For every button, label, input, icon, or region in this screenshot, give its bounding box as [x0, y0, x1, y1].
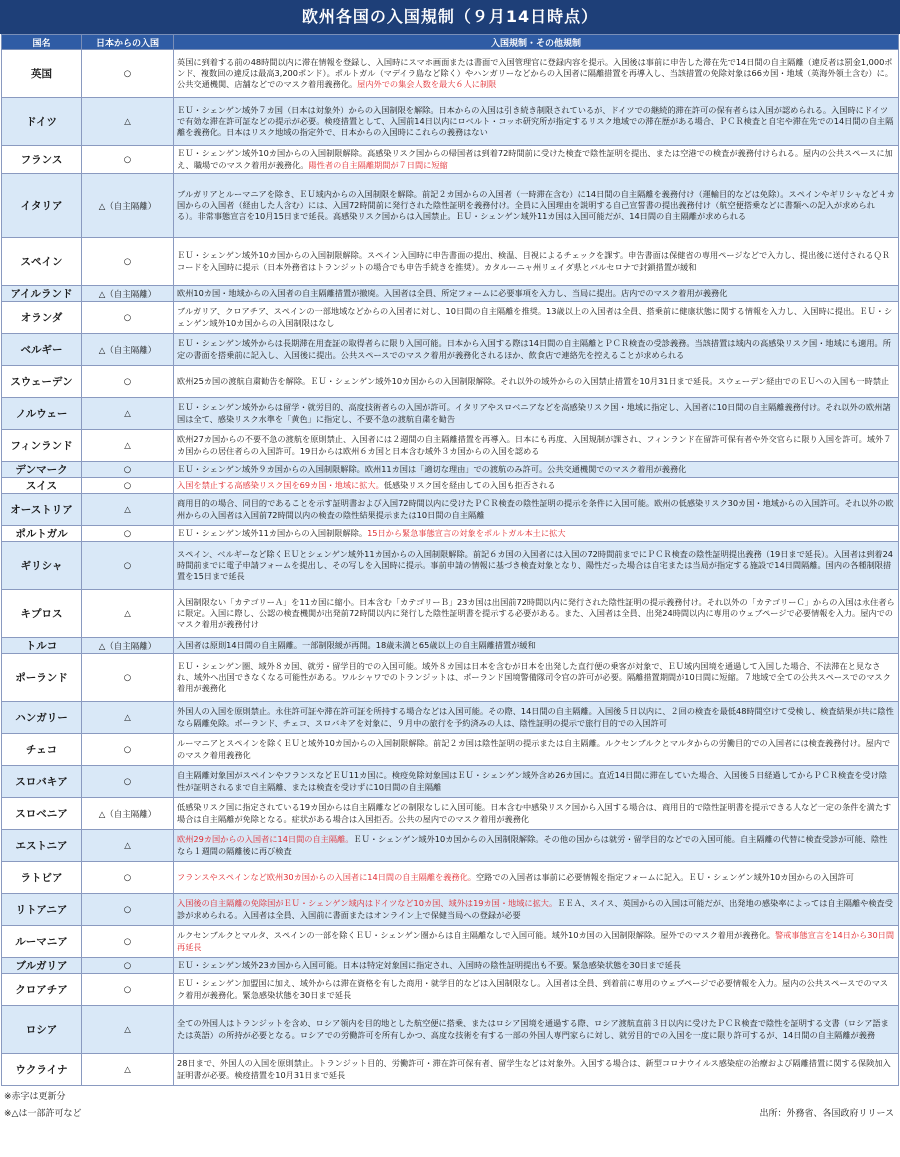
- table-row: [2, 590, 899, 638]
- rule-text-tail: ＥＵ・シェンゲン域外10カ国からの入国制限解除。その他の国からは就労・留学目的などでの入国可能。自主隔離の代替に検査受診が可能、陰性なら１週間の隔離後に再び検査: [177, 834, 888, 856]
- rule-text-main: 欧州27カ国からの不要不急の渡航を原則禁止、入国者には２週間の自主隔離措置を再導入。日本にも再度、入国規制が課され、フィンランド在留許可保有者や外交官らに限り入国を許可。域外７カ国からの居住者らの入国許可。19日からは欧州６カ国と日本含む域外３カ国からの入国を認める: [177, 434, 892, 456]
- table-row: [2, 146, 899, 174]
- entry-status: △: [82, 1054, 174, 1086]
- country-name: スロバキア: [2, 766, 82, 798]
- country-name: ルーマニア: [2, 926, 82, 958]
- rule-text: [174, 302, 899, 334]
- country-name: スウェーデン: [2, 366, 82, 398]
- country-name: ギリシャ: [2, 542, 82, 590]
- rule-text: [174, 398, 899, 430]
- table-row: [2, 366, 899, 398]
- entry-status: ○: [82, 654, 174, 702]
- table-row: [2, 926, 899, 958]
- table-row: [2, 830, 899, 862]
- country-name: ブルガリア: [2, 958, 82, 974]
- entry-status: ○: [82, 50, 174, 98]
- rule-text-main: 英国に到着する前の48時間以内に滞在情報を登録し、入国時にスマホ画面または書面で入国管理官に登録内容を提示。入国後は事前に申告した滞在先で14日間の自主隔離（違反者は罰金1,000ポンド、複数回の違反は最高3,200ポンド）。ポルトガル（マデイラ島など除く）やハンガリーなどからの入国者に隔離措置を再導入し、当該措置の免除対象は66カ国・地域（英海外領土含む）に。公共交通機関、店舗などでのマスク着用義務化。: [177, 56, 893, 90]
- header-entry-from-japan: 日本からの入国: [82, 35, 174, 50]
- rule-text: [174, 526, 899, 542]
- country-name: ベルギー: [2, 334, 82, 366]
- rule-text-main: 全ての外国人はトランジットを含め、ロシア領内を目的地とした航空便に搭乗、またはロシア国境を通過する際、ロシア渡航直前３日以内に受けたＰＣＲ検査で陰性を証明する文書（ロシア語または英語）の所持が必要となる。ロシアでの労働許可を所有しかつ、高度な技術を有する一部の外国人専門家らに対し、就労目的での入国を一度に限り許可するが、14日間の自主隔離が義務: [177, 1018, 889, 1040]
- entry-status: ○: [82, 958, 174, 974]
- table-row: [2, 1054, 899, 1086]
- rule-text: [174, 494, 899, 526]
- entry-status: ○: [82, 734, 174, 766]
- entry-status: ○: [82, 526, 174, 542]
- rule-text-tail: 空路での入国者は事前に必要情報を指定フォームに記入。ＥＵ・シェンゲン域外10カ国からの入国許可: [475, 871, 854, 882]
- country-name: リトアニア: [2, 894, 82, 926]
- country-name: デンマーク: [2, 462, 82, 478]
- rule-text-updated: 警戒事態宣言を14日から30日間再延長: [177, 930, 895, 952]
- entry-status: ○: [82, 146, 174, 174]
- source-note: 出所：外務省、各国政府リリース: [759, 1109, 894, 1119]
- rule-text-main: 自主隔離対象国がスペインやフランスなどＥＵ11カ国に。検疫免除対象国はＥＵ・シェンゲン域外含め26カ国に。直近14日間に滞在していた場合、入国後５日経過してからＰＣＲ検査を受け陰性が証明されるまで自主隔離、または検査を受けずに10日間の自主隔離: [177, 770, 888, 792]
- table-row: [2, 302, 899, 334]
- rule-text-main: ＥＵ・シェンゲン加盟国に加え、域外からは滞在資格を有した商用・就学目的などは入国制限なし。入国者は全員、到着前に専用のウェブページで必要情報を入力。屋内の公共スペースでのマスク着用が義務化。緊急感染状態を30日まで延長: [177, 978, 889, 1000]
- rule-text-main: ＥＵ・シェンゲン域外からは留学・就労目的、高度技術者らの入国が許可。イタリアやスロベニアなどを高感染リスク国・地域に指定し、入国者に10日間の自主隔離義務付け。それ以外の欧州諸国は全て、感染リスク水準を「黄色」に指定し、不要不急の渡航自粛を勧告: [177, 402, 891, 424]
- entry-status: ○: [82, 366, 174, 398]
- entry-status: ○: [82, 302, 174, 334]
- table-row: [2, 734, 899, 766]
- rule-text-updated: 入国を禁止する高感染リスク国を69カ国・地域に拡大。: [177, 479, 384, 490]
- rule-text: [174, 430, 899, 462]
- table-row: [2, 462, 899, 478]
- rule-text-main: ルクセンブルクとマルタ、スペインの一部を除くＥＵ・シェンゲン圏からは自主隔離なしで入国可能。域外10カ国の入国制限解除。屋外でのマスク着用が義務化。: [177, 930, 775, 941]
- entry-status: △（自主隔離）: [82, 798, 174, 830]
- entry-status: △: [82, 494, 174, 526]
- table-row: [2, 894, 899, 926]
- rule-text: [174, 830, 899, 862]
- header-rules: 入国規制・その他規制: [174, 35, 899, 50]
- rule-text-main: 外国人の入国を原則禁止。永住許可証や滞在許可証を所持する場合などは入国可能。その際、14日間の自主隔離。入国後５日以内に、２回の検査を最低48時間空けて受検し、検査結果が共に陰性なら隔離免除。ポーランド、チェコ、スロバキアを対象に、９月中の旅行を予約済みの人は、陰性証明の提示で旅行目的での入国許可: [177, 706, 894, 728]
- country-name: ラトビア: [2, 862, 82, 894]
- rule-text: [174, 926, 899, 958]
- rule-text-main: 欧州10カ国・地域からの入国者の自主隔離措置が撤廃。入国者は全員、所定フォームに必要事項を入力し、当局に提出。店内でのマスク着用が義務化: [177, 287, 728, 298]
- rule-text-main: 商用目的の場合、同目的であることを示す証明書および入国72時間以内に受けたＰＣＲ検査の陰性証明の提示を条件に入国可能。欧州の低感染リスク30カ国・地域からの入国許可。それ以外の欧州からの入国者は入国前72時間以内の検査の陰性結果提示または10日間の自主隔離: [177, 498, 894, 520]
- rule-text: [174, 98, 899, 146]
- rule-text: [174, 974, 899, 1006]
- entry-status: △: [82, 430, 174, 462]
- country-name: キプロス: [2, 590, 82, 638]
- table-row: [2, 638, 899, 654]
- rule-text-main: スペイン、ベルギーなど除くＥＵとシェンゲン域外11カ国からの入国制限解除。前記６カ国の入国者には入国の72時間前までにＰＣＲ検査の陰性証明提出義務（19日まで延長）。入国者は到着24時間前までに電子申請フォームを提出し、その写しを入国時に提示。事前申請の情報に基づき検査対象となり、陽性だった場合は自宅または当局が指定する施設で14日間隔離。国内の各種制限措置を15日まで延長: [177, 548, 893, 582]
- country-name: ポーランド: [2, 654, 82, 702]
- country-name: ウクライナ: [2, 1054, 82, 1086]
- country-name: フランス: [2, 146, 82, 174]
- entry-status: △（自主隔離）: [82, 286, 174, 302]
- rule-text: [174, 894, 899, 926]
- rule-text: [174, 334, 899, 366]
- rule-text-updated: 屋内外での集会人数を最大６人に制限: [357, 79, 497, 90]
- entry-status: ○: [82, 542, 174, 590]
- page-title: 欧州各国の入国規制（９月14日時点）: [0, 0, 900, 34]
- table-row: [2, 478, 899, 494]
- rule-text-updated: 入国後の自主隔離の免除国がＥＵ・シェンゲン域内はドイツなど10カ国、域外は19カ国・地域に拡大。: [177, 898, 558, 909]
- rule-text: [174, 366, 899, 398]
- rule-text: [174, 638, 899, 654]
- footnote-triangle: ※△は一部許可など: [4, 1109, 82, 1119]
- rule-text-updated: フランスやスペインなど欧州30カ国からの入国者に14日間の自主隔離を義務化。: [177, 871, 476, 882]
- rule-text: [174, 654, 899, 702]
- rule-text: [174, 50, 899, 98]
- rule-text: [174, 862, 899, 894]
- table-row: [2, 1006, 899, 1054]
- table-row: [2, 430, 899, 462]
- country-name: オーストリア: [2, 494, 82, 526]
- country-name: スロベニア: [2, 798, 82, 830]
- entry-status: △: [82, 1006, 174, 1054]
- rule-text-main: ＥＵ・シェンゲン域外23カ国から入国可能。日本は特定対象国に指定され、入国時の陰性証明提出も不要。緊急感染状態を30日まで延長: [177, 959, 681, 970]
- entry-status: △: [82, 830, 174, 862]
- entry-status: ○: [82, 238, 174, 286]
- rule-text: [174, 478, 899, 494]
- table-row: [2, 98, 899, 146]
- country-name: エストニア: [2, 830, 82, 862]
- rule-text-main: 低感染リスク国に指定されている19カ国からは自主隔離などの制限なしに入国可能。日本含む中感染リスク国から入国する場合は、商用目的で陰性証明書を提示できる人など一定の条件を満たす場合は自主隔離が免除となる。症状がある場合は入国拒否。公共の屋内でのマスク着用が義務化: [177, 802, 892, 824]
- country-name: チェコ: [2, 734, 82, 766]
- country-name: ノルウェー: [2, 398, 82, 430]
- country-name: ハンガリー: [2, 702, 82, 734]
- rule-text-main: ルーマニアとスペインを除くＥＵと域外10カ国からの入国制限解除。前記２カ国は陰性証明の提示または自主隔離。ルクセンブルクとマルタからの労働目的での入国者には検査義務付け。屋内でのマスク着用義務化: [177, 738, 891, 760]
- header-country: 国名: [2, 35, 82, 50]
- table-row: [2, 398, 899, 430]
- rule-text: [174, 286, 899, 302]
- entry-status: △: [82, 590, 174, 638]
- rule-text-main: 入国者は原則14日間の自主隔離。一部制限緩が再開。18歳未満と65歳以上の自主隔離措置が緩和: [177, 639, 536, 650]
- rule-text-tail: ＥＥＡ、スイス、英国からの入国は可能だが、出発地の感染率によっては自主隔離や検査受診が求められる。入国者は全員、入国前に書面またはオンライン上で保健当局への登録が必要: [177, 898, 893, 920]
- country-name: クロアチア: [2, 974, 82, 1006]
- country-name: スペイン: [2, 238, 82, 286]
- country-name: アイルランド: [2, 286, 82, 302]
- table-header-row: [2, 35, 899, 50]
- country-name: 英国: [2, 50, 82, 98]
- table-row: [2, 654, 899, 702]
- country-name: トルコ: [2, 638, 82, 654]
- rule-text: [174, 766, 899, 798]
- entry-status: ○: [82, 894, 174, 926]
- rule-text-updated: 陽性者の自主隔離期間が７日間に短縮: [308, 159, 448, 170]
- rule-text: [174, 542, 899, 590]
- table-row: [2, 334, 899, 366]
- footer: [0, 1086, 900, 1126]
- table-row: [2, 238, 899, 286]
- country-name: ポルトガル: [2, 526, 82, 542]
- rule-text-main: 欧州25カ国の渡航自粛勧告を解除。ＥＵ・シェンゲン域外10カ国からの入国制限解除。それ以外の域外からの入国禁止措置を10月31日まで延長。スウェーデン経由でのＥＵへの入国も一時禁止: [177, 375, 890, 386]
- table-row: [2, 974, 899, 1006]
- regulations-table: [1, 34, 899, 1086]
- table-row: [2, 798, 899, 830]
- rule-text: [174, 798, 899, 830]
- table-row: [2, 526, 899, 542]
- rule-text: [174, 590, 899, 638]
- rule-text-updated: 欧州29カ国からの入国者に14日間の自主隔離。: [177, 834, 354, 845]
- rule-text-tail: 低感染リスク国を経由しての入国も拒否される: [383, 479, 556, 490]
- entry-status: △（自主隔離）: [82, 638, 174, 654]
- rule-text-main: ＥＵ・シェンゲン域外11カ国からの入国制限解除。: [177, 527, 368, 538]
- entry-status: ○: [82, 974, 174, 1006]
- table-row: [2, 862, 899, 894]
- rule-text: [174, 1054, 899, 1086]
- entry-status: ○: [82, 862, 174, 894]
- table-body: [2, 50, 899, 1086]
- table-row: [2, 702, 899, 734]
- rule-text-main: ＥＵ・シェンゲン域外10カ国からの入国制限解除。高感染リスク国からの帰国者は到着72時間前に受けた検査で陰性証明を提出、または空港での検査が義務付けられる。屋内の公共スペースに加え、職場でのマスク着用が義務化。: [177, 148, 893, 170]
- table-row: [2, 50, 899, 98]
- rule-text-main: ＥＵ・シェンゲン域外10カ国からの入国制限解除。スペイン入国時に申告書面の提出、検温、目視によるチェックを課す。申告書面は保健省の専用ページなどで入力し、提出後に送付されるＱＲコードを入国時に提示（日本外務省はトランジットの場合でも申告手続きを推奨）。カタルーニャ州リェイダ県とバルセロナで封鎖措置が緩和: [177, 250, 890, 272]
- footnote-red-text: ※赤字は更新分: [4, 1092, 66, 1102]
- entry-status: △（自主隔離）: [82, 334, 174, 366]
- rule-text: [174, 146, 899, 174]
- country-name: スイス: [2, 478, 82, 494]
- rule-text: [174, 462, 899, 478]
- country-name: イタリア: [2, 174, 82, 238]
- table-row: [2, 958, 899, 974]
- table-row: [2, 766, 899, 798]
- rule-text-main: 28日まで、外国人の入国を原則禁止。トランジット目的、労働許可・滞在許可保有者、留学生などは対象外。入国する場合は、新型コロナウイルス感染症の治療および隔離措置に関する保険加入証明書が必要。検疫措置を10月31日まで延長: [177, 1058, 891, 1080]
- rule-text: [174, 734, 899, 766]
- entry-status: △: [82, 702, 174, 734]
- table-row: [2, 174, 899, 238]
- rule-text-updated: 15日から緊急事態宣言の対象をポルトガル本土に拡大: [367, 527, 566, 538]
- entry-status: ○: [82, 478, 174, 494]
- rule-text-main: ブルガリアとルーマニアを除き、ＥＵ域内からの入国制限を解除。前記２カ国からの入国者（一時滞在含む）に14日間の自主隔離を義務付け（運輸目的などは免除）。スペインやギリシャなど４カ国からの入国者（経由した人含む）には、入国72時間前に発行された陰性証明を義務付け。全員に入国理由を説明する自己宣誓書の提出義務付け（航空便搭乗などに書類への記入が求められる）。非常事態宣言を10月15日まで延長。高感染リスク国からは入国禁止。ＥＵ・シェンゲン域外11カ国は入国可能だが、14日間の自主隔離が求められる: [177, 188, 895, 222]
- country-name: ロシア: [2, 1006, 82, 1054]
- rule-text: [174, 174, 899, 238]
- entry-status: △（自主隔離）: [82, 174, 174, 238]
- rule-text-main: ブルガリア、クロアチア、スペインの一部地域などからの入国者に対し、10日間の自主隔離を推奨。13歳以上の入国者は全員、搭乗前に健康状態に関する情報を入力し、入国時に提出。ＥＵ・シェンゲン域外10カ国からの入国制限はなし: [177, 306, 893, 328]
- table-row: [2, 494, 899, 526]
- table-row: [2, 542, 899, 590]
- rule-text-main: ＥＵ・シェンゲン圏、域外８カ国、就労・留学目的での入国可能。域外８カ国は日本を含むが日本を出発した直行便の乗客が対象で、ＥＵ域内国境を通過して入国した場合、不法滞在と見なされ、域外へ出国できなくなる可能性がある。ワルシャワでのトランジットは、ポーランド国境警備隊司令官の許可が必要。隔離措置期間が10日間に短縮。７地域で全ての公共スペースでのマスク着用が義務化: [177, 660, 891, 694]
- table-row: [2, 286, 899, 302]
- entry-status: △: [82, 398, 174, 430]
- country-name: オランダ: [2, 302, 82, 334]
- entry-status: △: [82, 98, 174, 146]
- entry-status: ○: [82, 766, 174, 798]
- country-name: ドイツ: [2, 98, 82, 146]
- rule-text: [174, 702, 899, 734]
- rule-text-main: ＥＵ・シェンゲン域外９カ国からの入国制限解除。欧州11カ国は「適切な理由」での渡航のみ許可。公共交通機関でのマスク着用が義務化: [177, 463, 687, 474]
- rule-text-main: ＥＵ・シェンゲン域外７カ国（日本は対象外）からの入国制限を解除。日本からの入国は引き続き制限されているが、ドイツでの継続的滞在許可の保有者らは入国が認められる。入国時にドイツで有効な滞在許可証などの提示が必要。検疫措置として、入国前14日以内にロベルト・コッホ研究所が指定するリスク地域での滞在歴がある場合、ＰＣＲ検査と自宅や滞在先での14日間の自主隔離を義務化。日本はリスク地域の指定外で、日本からの入国時にこれらの義務はない: [177, 104, 894, 138]
- rule-text: [174, 238, 899, 286]
- rule-text: [174, 958, 899, 974]
- rule-text-main: ＥＵ・シェンゲン域外からは長期滞在用査証の取得者らに限り入国可能。日本から入国する際は14日間の自主隔離とＰＣＲ検査の受診義務。当該措置は域内の高感染リスク国・地域にも適用。所定の書面を搭乗前に記入し、入国後に提出。公共スペースでのマスク着用が義務化されるほか、飲食店で連絡先を控えることが求められる: [177, 338, 891, 360]
- rule-text-main: 入国制限ない「カテゴリーＡ」を11カ国に縮小。日本含む「カテゴリーＢ」23カ国は出国前72時間以内に発行された陰性証明の提示義務付け。それ以外の「カテゴリーＣ」からの入国は永住者らに限定。入国に際し、公認の検査機関が出発前72時間以内に発行した陰性証明書を提示する必要がある。また、入国者は全員、出発24時間以内に専用のウェブページで必要情報を入力。屋内でのマスク着用が義務付け: [177, 596, 895, 630]
- entry-status: ○: [82, 462, 174, 478]
- entry-status: ○: [82, 926, 174, 958]
- rule-text: [174, 1006, 899, 1054]
- country-name: フィンランド: [2, 430, 82, 462]
